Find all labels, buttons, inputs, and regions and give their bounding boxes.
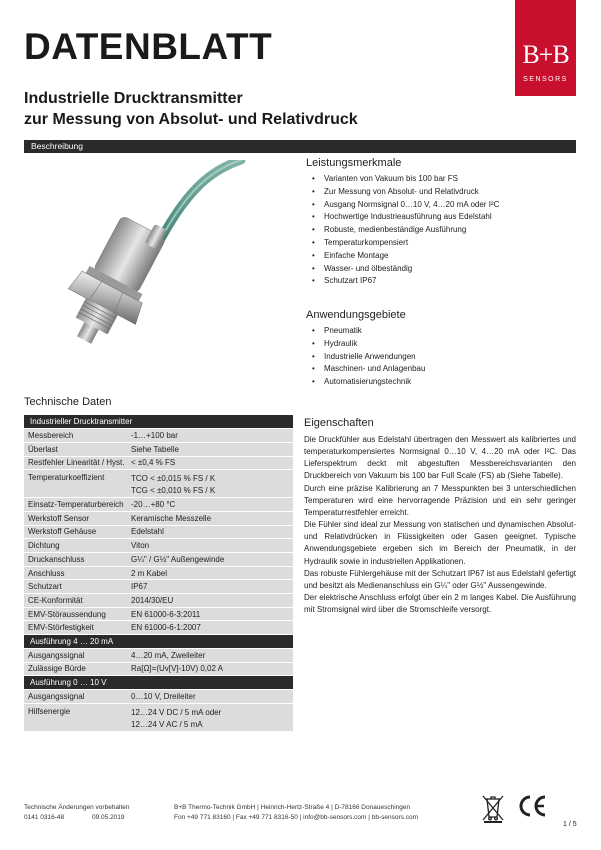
- list-item: • Hochwertige Industrieausführung aus Edelstahl: [310, 211, 499, 224]
- eigenschaften-text: [304, 434, 576, 616]
- list-item: • Temperaturkompensiert: [310, 237, 499, 250]
- list-item: • Pneumatik: [310, 325, 425, 338]
- list-item: • Einfache Montage: [310, 250, 499, 263]
- page-title: DATENBLATT: [24, 26, 273, 67]
- table-row: Druckanschluss G¼" / G½" Außengewinde: [24, 553, 293, 567]
- table-row: Einsatz-Temperaturbereich -20…+80 °C: [24, 498, 293, 512]
- table-row: Werkstoff Gehäuse Edelstahl: [24, 525, 293, 539]
- table-row: Temperaturkoeffizient TCO < ±0,015 % FS / K TCG < ±0,010 % FS / K: [24, 470, 293, 498]
- ce-mark-icon: [516, 794, 548, 818]
- page-number: 1 / 5: [563, 821, 577, 828]
- list-item: • Schutzart IP67: [310, 275, 499, 288]
- paragraph: Das robuste Fühlergehäuse mit der Schutzart IP67 ist aus Edelstahl gefertigt und besitzt als Medienanschluss ein G¼" oder G½" Aussengewinde.: [304, 568, 576, 590]
- table-row: Anschluss 2 m Kabel: [24, 566, 293, 580]
- table-row: Werkstoff Sensor Keramische Messzelle: [24, 511, 293, 525]
- table-group-header: Industrieller Drucktransmitter: [24, 415, 293, 429]
- table-row: EMV-Störaussendung EN 61000-6-3:2011: [24, 607, 293, 621]
- document-subtitle: [24, 88, 358, 130]
- list-item: • Maschinen- und Anlagenbau: [310, 363, 425, 376]
- list-item: • Varianten von Vakuum bis 100 bar FS: [310, 173, 499, 186]
- subtitle-line-1: Industrielle Drucktransmitter: [24, 90, 243, 107]
- table-group-header: Ausführung 0 … 10 V: [24, 676, 293, 690]
- table-row: Überlast Siehe Tabelle: [24, 442, 293, 456]
- specs-table: [24, 415, 293, 732]
- table-row: Restfehler Linearität / Hyst. < ±0,4 % FS: [24, 456, 293, 470]
- table-group-header: Ausführung 4 … 20 mA: [24, 635, 293, 649]
- footer-contact: Fon +49 771 83160 | Fax +49 771 8316-50 | info@bb-sensors.com | bb-sensors.com: [174, 814, 419, 821]
- subtitle-line-2: zur Messung von Absolut- und Relativdruck: [24, 111, 358, 128]
- section-bar-beschreibung: Beschreibung: [24, 140, 576, 153]
- list-item: • Ausgang Normsignal 0…10 V, 4…20 mA oder I²C: [310, 199, 499, 212]
- table-row: Messbereich -1…+100 bar: [24, 429, 293, 443]
- table-row: Dichtung Viton: [24, 539, 293, 553]
- table-row: Ausgangssignal 4…20 mA, Zweileiter: [24, 648, 293, 662]
- paragraph: Der elektrische Anschluss erfolgt über ein 2 m langes Kabel. Die Ausführung mit Stromsignal wird über die Stromschleife versorgt.: [304, 593, 576, 615]
- table-row: Schutzart IP67: [24, 580, 293, 594]
- footer-address: B+B Thermo-Technik GmbH | Heinrich-Hertz-Straße 4 | D-78166 Donaueschingen: [174, 804, 411, 811]
- logo-subtext: SENSORS: [523, 76, 568, 83]
- list-item: • Robuste, medienbeständige Ausführung: [310, 224, 499, 237]
- list-item: • Hydraulik: [310, 338, 425, 351]
- table-row: CE-Konformität 2014/30/EU: [24, 594, 293, 608]
- footer-date: 09.05.2019: [92, 814, 125, 821]
- list-item: • Automatisierungstechnik: [310, 376, 425, 389]
- list-anwendungsgebiete: [310, 325, 425, 389]
- paragraph: Durch eine präzise Kalibrierung an 7 Messpunkten bei 3 unterschiedlichen Temperaturen wird eine hervorragende Präzision und ein sehr geringer Temperaturrestfehler erreicht.: [304, 483, 576, 517]
- table-row: Zulässige Bürde Ra[Ω]=(Uv[V]-10V) 0,02 A: [24, 662, 293, 676]
- list-item: • Wasser- und ölbeständig: [310, 263, 499, 276]
- list-item: • Industrielle Anwendungen: [310, 351, 425, 364]
- list-leistungsmerkmale: [310, 173, 499, 288]
- heading-eigenschaften: Eigenschaften: [304, 417, 374, 429]
- brand-logo: [515, 0, 576, 96]
- list-item: • Zur Messung von Absolut- und Relativdruck: [310, 186, 499, 199]
- table-row: EMV-Störfestigkeit EN 61000-6-1:2007: [24, 621, 293, 635]
- table-row: Ausgangssignal 0…10 V, Dreileiter: [24, 689, 293, 703]
- table-row: Hilfsenergie 12…24 V DC / 5 mA oder 12…24 V AC / 5 mA: [24, 703, 293, 731]
- logo-text: B+B: [522, 40, 569, 69]
- footer-doc-number: 0141 0316-48: [24, 814, 65, 821]
- paragraph: Die Druckfühler aus Edelstahl übertragen den Messwert als kalibriertes und temperaturkompensiertes Normsignal 0…10 V, 4…20 mA oder I²C. Das Lieferspektrum deckt mit abgestuften Messbereichsvarianten den Druckbereich von Vakuum bis 100 bar Full Scale (FS) ab (Siehe Tabelle).: [304, 435, 576, 481]
- weee-crossed-bin-icon: [480, 793, 506, 823]
- heading-technische-daten: Technische Daten: [24, 396, 112, 408]
- paragraph: Die Fühler sind ideal zur Messung von statischen und dynamischen Absolut- und Relativdrücken in Flüssigkeiten oder Gasen geeignet. Typische Anwendungsgebiete ergeben sich im Bereich der Pneumatik, in der Hydraulik sowie in industriellen Applikationen.: [304, 520, 576, 566]
- footer-note: Technische Änderungen vorbehalten: [24, 804, 130, 811]
- heading-leistungsmerkmale: Leistungsmerkmale: [306, 157, 402, 169]
- pressure-transmitter-image: [36, 160, 296, 360]
- heading-anwendungsgebiete: Anwendungsgebiete: [306, 309, 406, 321]
